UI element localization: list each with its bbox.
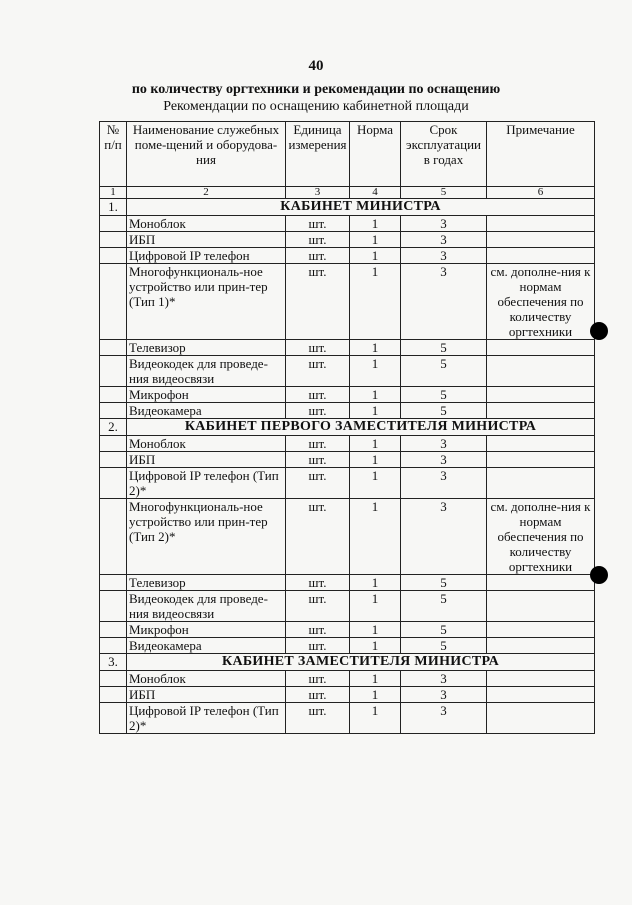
table-row (100, 703, 595, 734)
norm: 1 (350, 387, 401, 403)
page-number: 40 (308, 58, 324, 74)
unit: шт. (286, 671, 350, 687)
table-row (100, 216, 595, 232)
unit: шт. (286, 436, 350, 452)
norm: 1 (350, 356, 401, 387)
note (487, 436, 595, 452)
equipment-name: Многофункциональ-ное устройство или прин-тер (Тип 2)* (127, 499, 286, 575)
norm: 1 (350, 468, 401, 499)
norm: 1 (350, 216, 401, 232)
header-row (100, 122, 595, 187)
row-number (100, 575, 127, 591)
service-life: 5 (401, 356, 487, 387)
table-row (100, 387, 595, 403)
note: см. дополне-ния к нормам обеспечения по количеству оргтехники (487, 499, 595, 575)
row-number (100, 703, 127, 734)
section-number: 1. (100, 199, 127, 216)
note (487, 671, 595, 687)
equipment-name: ИБП (127, 232, 286, 248)
norm: 1 (350, 232, 401, 248)
row-number (100, 468, 127, 499)
table-row (100, 264, 595, 340)
column-index-row (100, 187, 595, 199)
column-index: 5 (401, 187, 487, 199)
row-number (100, 340, 127, 356)
unit: шт. (286, 591, 350, 622)
service-life: 5 (401, 575, 487, 591)
service-life: 3 (401, 468, 487, 499)
norm: 1 (350, 575, 401, 591)
norm: 1 (350, 671, 401, 687)
column-index: 1 (100, 187, 127, 199)
section-number: 3. (100, 654, 127, 671)
note (487, 703, 595, 734)
unit: шт. (286, 622, 350, 638)
unit: шт. (286, 638, 350, 654)
service-life: 5 (401, 638, 487, 654)
equipment-name: Моноблок (127, 216, 286, 232)
table-row (100, 591, 595, 622)
service-life: 3 (401, 248, 487, 264)
unit: шт. (286, 687, 350, 703)
table-body (100, 199, 595, 734)
equipment-name: Видеокодек для проведе-ния видеосвязи (127, 591, 286, 622)
subheading: Рекомендации по оснащению кабинетной площади (163, 99, 469, 114)
equipment-name: Цифровой IP телефон (Тип 2)* (127, 468, 286, 499)
column-index: 2 (127, 187, 286, 199)
norm: 1 (350, 591, 401, 622)
column-index: 4 (350, 187, 401, 199)
equipment-name: Моноблок (127, 436, 286, 452)
equipment-name: ИБП (127, 687, 286, 703)
row-number (100, 403, 127, 419)
note (487, 387, 595, 403)
table-row (100, 638, 595, 654)
row-number (100, 622, 127, 638)
service-life: 3 (401, 264, 487, 340)
service-life: 3 (401, 671, 487, 687)
equipment-name: Видеокамера (127, 638, 286, 654)
service-life: 3 (401, 499, 487, 575)
header-cell-number: № п/п (100, 122, 127, 187)
unit: шт. (286, 452, 350, 468)
section-number: 2. (100, 419, 127, 436)
table-row (100, 671, 595, 687)
table-row (100, 452, 595, 468)
header-cell-norm: Норма (350, 122, 401, 187)
row-number (100, 248, 127, 264)
row-number (100, 687, 127, 703)
table-row (100, 356, 595, 387)
row-number (100, 591, 127, 622)
note (487, 591, 595, 622)
equipment-name: Телевизор (127, 340, 286, 356)
note (487, 248, 595, 264)
recommendations-table (99, 121, 595, 734)
equipment-name: Микрофон (127, 622, 286, 638)
norm: 1 (350, 687, 401, 703)
table-row (100, 499, 595, 575)
row-number (100, 671, 127, 687)
service-life: 5 (401, 340, 487, 356)
unit: шт. (286, 248, 350, 264)
note (487, 356, 595, 387)
section-title: КАБИНЕТ МИНИСТРА (127, 199, 595, 216)
unit: шт. (286, 387, 350, 403)
binder-hole (590, 322, 608, 340)
service-life: 3 (401, 703, 487, 734)
table-row (100, 468, 595, 499)
norm: 1 (350, 452, 401, 468)
norm: 1 (350, 403, 401, 419)
row-number (100, 436, 127, 452)
note (487, 575, 595, 591)
service-life: 3 (401, 216, 487, 232)
unit: шт. (286, 499, 350, 575)
row-number (100, 356, 127, 387)
note (487, 403, 595, 419)
unit: шт. (286, 340, 350, 356)
equipment-name: Микрофон (127, 387, 286, 403)
note (487, 232, 595, 248)
header-cell-name: Наименование служебных поме-щений и оборудова-ния (127, 122, 286, 187)
row-number (100, 638, 127, 654)
table-row (100, 436, 595, 452)
unit: шт. (286, 703, 350, 734)
note (487, 468, 595, 499)
service-life: 3 (401, 687, 487, 703)
column-index: 3 (286, 187, 350, 199)
binder-hole (590, 566, 608, 584)
table-row (100, 232, 595, 248)
row-number (100, 216, 127, 232)
unit: шт. (286, 403, 350, 419)
section-title: КАБИНЕТ ЗАМЕСТИТЕЛЯ МИНИСТРА (127, 654, 595, 671)
header-cell-unit: Единица измерения (286, 122, 350, 187)
row-number (100, 264, 127, 340)
norm: 1 (350, 248, 401, 264)
norm: 1 (350, 264, 401, 340)
table-row (100, 248, 595, 264)
unit: шт. (286, 575, 350, 591)
unit: шт. (286, 356, 350, 387)
norm: 1 (350, 499, 401, 575)
norm: 1 (350, 436, 401, 452)
service-life: 5 (401, 622, 487, 638)
section-row (100, 654, 595, 671)
note (487, 452, 595, 468)
table-row (100, 687, 595, 703)
row-number (100, 452, 127, 468)
unit: шт. (286, 264, 350, 340)
equipment-name: Цифровой IP телефон (127, 248, 286, 264)
service-life: 5 (401, 387, 487, 403)
equipment-name: Многофункциональ-ное устройство или прин-тер (Тип 1)* (127, 264, 286, 340)
unit: шт. (286, 232, 350, 248)
norm: 1 (350, 340, 401, 356)
note (487, 216, 595, 232)
service-life: 3 (401, 232, 487, 248)
section-title: КАБИНЕТ ПЕРВОГО ЗАМЕСТИТЕЛЯ МИНИСТРА (127, 419, 595, 436)
note (487, 622, 595, 638)
row-number (100, 499, 127, 575)
equipment-name: Видеокодек для проведе-ния видеосвязи (127, 356, 286, 387)
note (487, 687, 595, 703)
note: см. дополне-ния к нормам обеспечения по количеству оргтехники (487, 264, 595, 340)
norm: 1 (350, 638, 401, 654)
service-life: 3 (401, 452, 487, 468)
section-row (100, 199, 595, 216)
note (487, 340, 595, 356)
equipment-name: ИБП (127, 452, 286, 468)
section-row (100, 419, 595, 436)
unit: шт. (286, 216, 350, 232)
service-life: 5 (401, 591, 487, 622)
service-life: 3 (401, 436, 487, 452)
table-row (100, 403, 595, 419)
header-cell-note: Примечание (487, 122, 595, 187)
heading: по количеству оргтехники и рекомендации по оснащению (131, 82, 501, 97)
note (487, 638, 595, 654)
equipment-name: Телевизор (127, 575, 286, 591)
header-cell-life: Срок эксплуатации в годах (401, 122, 487, 187)
row-number (100, 232, 127, 248)
row-number (100, 387, 127, 403)
table-row (100, 575, 595, 591)
norm: 1 (350, 703, 401, 734)
column-index: 6 (487, 187, 595, 199)
unit: шт. (286, 468, 350, 499)
norm: 1 (350, 622, 401, 638)
equipment-name: Цифровой IP телефон (Тип 2)* (127, 703, 286, 734)
table-row (100, 340, 595, 356)
equipment-name: Видеокамера (127, 403, 286, 419)
service-life: 5 (401, 403, 487, 419)
table-row (100, 622, 595, 638)
equipment-name: Моноблок (127, 671, 286, 687)
